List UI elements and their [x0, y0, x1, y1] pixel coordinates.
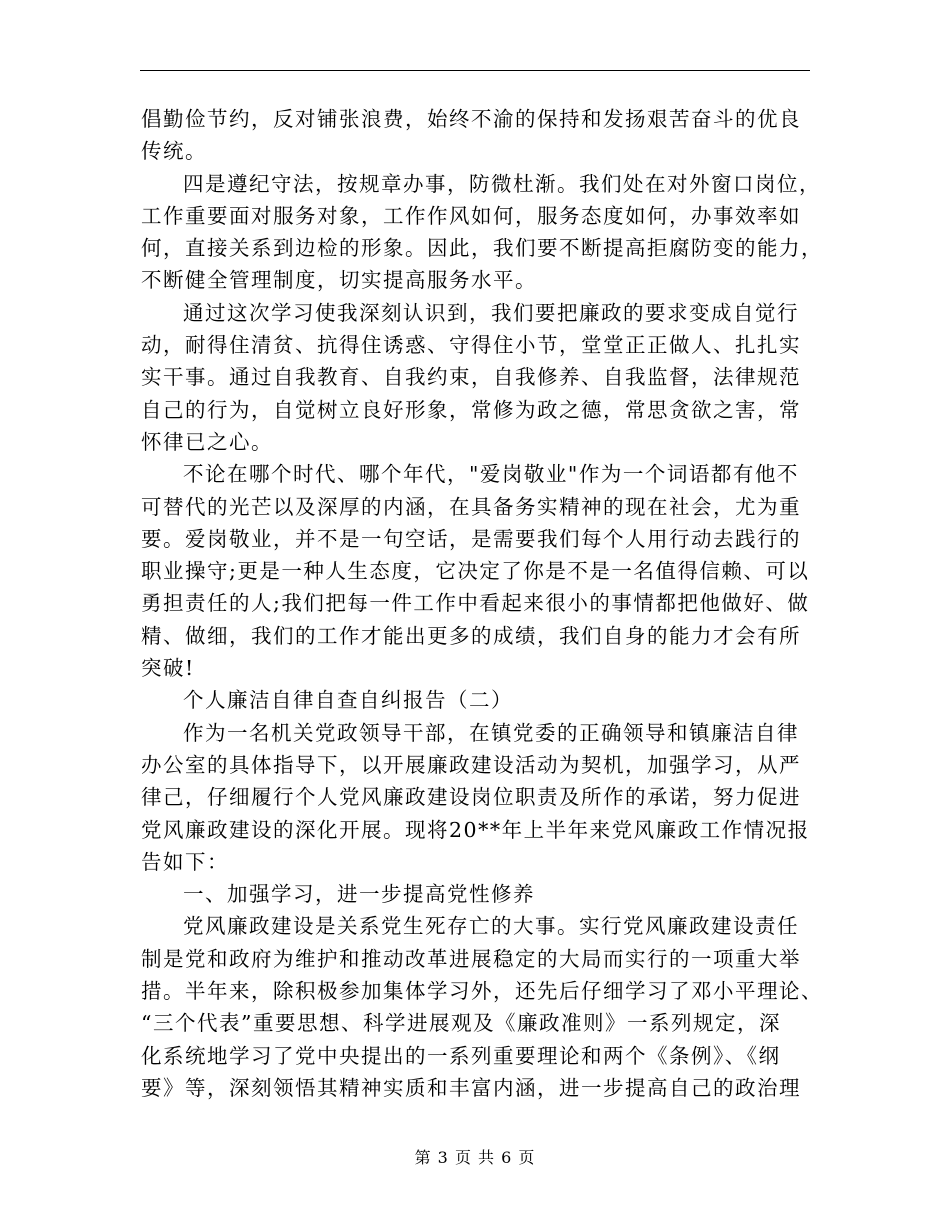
body-text — [141, 103, 823, 1104]
text-line: 职业操守;更是一种人生态度，它决定了你是不是一名值得信赖、可以 — [141, 559, 810, 584]
text-line: 怀律已之心。 — [141, 429, 273, 454]
text-line: 实干事。通过自我教育、自我约束，自我修养、自我监督，法律规范 — [141, 365, 801, 390]
text-line: 突破! — [141, 656, 195, 681]
text-line: 自己的行为，自觉树立良好形象，常修为政之德，常思贪欲之害，常 — [141, 397, 801, 422]
text-line: 何，直接关系到边检的形象。因此，我们要不断提高拒腐防变的能力， — [141, 236, 823, 261]
text-line: 四是遵纪守法，按规章办事，防微杜渐。我们处在对外窗口岗位， — [183, 171, 821, 196]
text-line: 倡勤俭节约，反对铺张浪费，始终不渝的保持和发扬艰苦奋斗的优良 — [141, 107, 801, 131]
text-line: 传统。 — [141, 139, 207, 164]
text-line: 律己，仔细履行个人党风廉政建设岗位职责及所作的承诺，努力促进 — [141, 785, 801, 810]
text-line: 通过这次学习使我深刻认识到，我们要把廉政的要求变成自觉行 — [183, 300, 799, 325]
text-line: 党风廉政建设的深化开展。现将20**年上半年来党风廉政工作情况报 — [141, 817, 810, 842]
text-line: 办公室的具体指导下，以开展廉政建设活动为契机，加强学习，从严 — [141, 752, 801, 777]
text-line: 精、做细，我们的工作才能出更多的成绩，我们自身的能力才会有所 — [141, 623, 801, 648]
text-line: 勇担责任的人;我们把每一件工作中看起来很小的事情都把他做好、做 — [141, 591, 810, 616]
text-line: 动，耐得住清贫、抗得住诱惑、守得住小节，堂堂正正做人、扎扎实 — [141, 333, 801, 358]
text-line: 化系统地学习了党中央提出的一系列重要理论和两个《条例》、《纲 — [141, 1043, 781, 1068]
page-footer: 第 3 页 共 6 页 — [414, 1148, 536, 1167]
text-line: 措。半年来，除积极参加集体学习外，还先后仔细学习了邓小平理论、 — [141, 979, 823, 1004]
text-line: 不论在哪个时代、哪个年代，"爱岗敬业"作为一个词语都有他不 — [183, 462, 799, 487]
text-line: 要。爱岗敬业，并不是一句空话，是需要我们每个人用行动去践行的 — [141, 526, 801, 551]
text-line: 可替代的光芒以及深厚的内涵，在具备务实精神的现在社会，尤为重 — [141, 494, 801, 519]
text-line: 不断健全管理制度，切实提高服务水平。 — [141, 268, 537, 293]
text-line: 告如下： — [141, 849, 229, 874]
text-line: 制是党和政府为维护和推动改革进展稳定的大局而实行的一项重大举 — [141, 946, 801, 971]
header-rule — [140, 70, 810, 71]
text-line: 党风廉政建设是关系党生死存亡的大事。实行党风廉政建设责任 — [183, 914, 799, 939]
section-heading: 个人廉洁自律自查自纠报告（二） — [183, 688, 513, 713]
text-line: “三个代表”重要思想、科学进展观及《廉政准则》一系列规定，深 — [141, 1011, 781, 1036]
text-line: 作为一名机关党政领导干部，在镇党委的正确领导和镇廉洁自律 — [183, 720, 799, 745]
text-line: 工作重要面对服务对象，工作作风如何，服务态度如何，办事效率如 — [141, 203, 801, 228]
text-line: 要》等，深刻领悟其精神实质和丰富内涵，进一步提高自己的政治理 — [141, 1075, 801, 1100]
subsection-heading: 一、加强学习，进一步提高党性修养 — [183, 882, 535, 907]
